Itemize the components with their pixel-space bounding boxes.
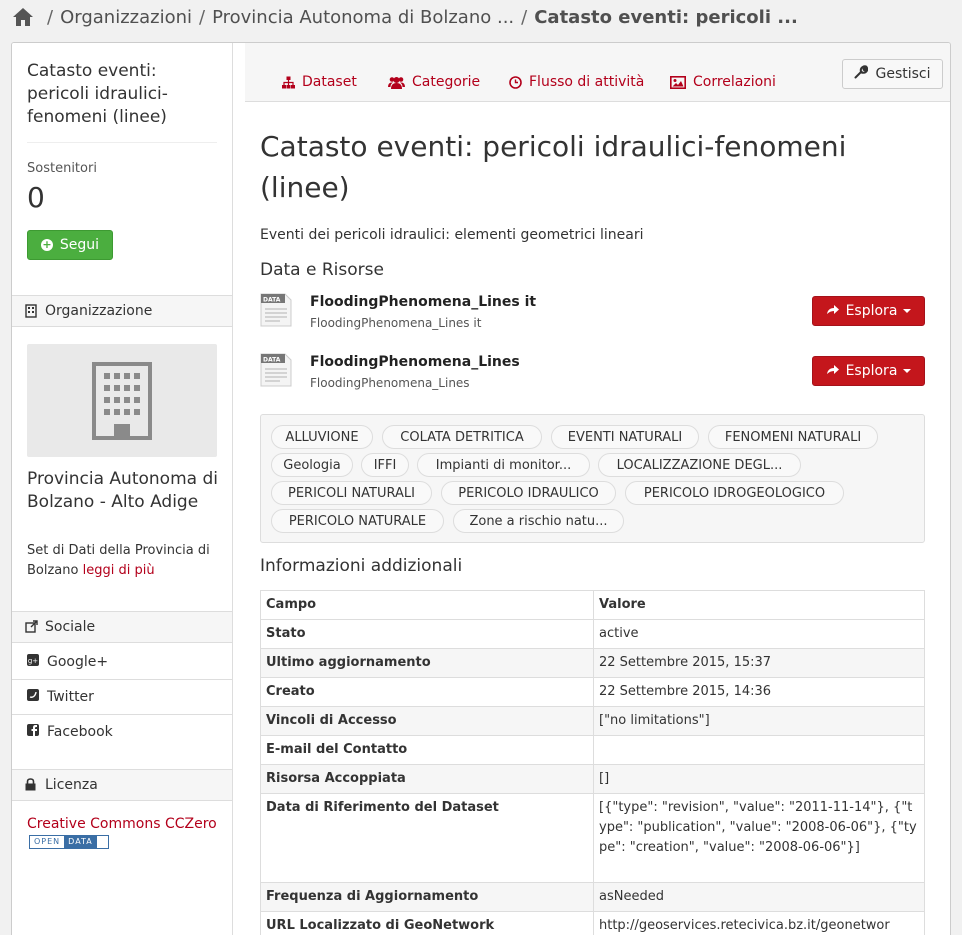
table-row	[261, 620, 925, 649]
tab-categories[interactable]	[388, 74, 480, 90]
tag-item[interactable]: PERICOLO IDROGEOLOGICO	[625, 481, 844, 505]
social-facebook[interactable]	[27, 715, 227, 749]
section-license	[12, 769, 232, 801]
table-cell-key: Vincoli di Accesso	[261, 707, 594, 736]
resource-description: FloodingPhenomena_Lines	[310, 376, 470, 390]
google-plus-icon	[27, 654, 39, 670]
table-cell-key: Risorsa Accoppiata	[261, 765, 594, 794]
table-header-value: Valore	[594, 591, 925, 620]
section-organization	[12, 295, 232, 327]
breadcrumb	[12, 4, 952, 30]
home-icon[interactable]	[12, 7, 34, 27]
breadcrumb-organization[interactable]: Provincia Autonoma di Bolzano ...	[212, 6, 515, 28]
organization-description-text: Set di Dati della Provincia di Bolzano	[27, 543, 210, 578]
license	[27, 814, 222, 854]
building-icon	[25, 304, 37, 318]
resource-description: FloodingPhenomena_Lines it	[310, 316, 482, 330]
tag-item[interactable]: COLATA DETRITICA	[382, 425, 542, 449]
tag-item[interactable]: PERICOLI NATURALI	[271, 481, 432, 505]
divider	[27, 142, 217, 143]
table-row	[261, 707, 925, 736]
table-cell-value: [{"type": "revision", "value": "2011-11-14"}, {"type": "publication", "value": "2008-06-06"}, {"type": "creation", "value": "2008-06-06"}]	[594, 794, 925, 883]
table-cell-key: Frequenza di Aggiornamento	[261, 883, 594, 912]
data-file-icon-label: DATA	[263, 356, 281, 364]
table-cell-key: Creato	[261, 678, 594, 707]
main-content	[234, 43, 951, 935]
table-cell-value: 22 Settembre 2015, 15:37	[594, 649, 925, 678]
share-icon	[25, 620, 37, 634]
page-wrapper	[11, 42, 951, 935]
tag-item[interactable]: Impianti di monitor...	[417, 453, 590, 477]
tag-item[interactable]: EVENTI NATURALI	[551, 425, 699, 449]
tab-related-label: Correlazioni	[693, 74, 776, 90]
tag-item[interactable]: FENOMENI NATURALI	[708, 425, 878, 449]
social-google-plus[interactable]	[27, 645, 227, 679]
twitter-icon	[27, 689, 39, 705]
lock-icon	[25, 778, 37, 792]
tab-bar	[245, 43, 951, 102]
explore-button-label: Esplora	[845, 363, 898, 379]
tab-activity-stream-label: Flusso di attività	[529, 74, 645, 90]
explore-button-label: Esplora	[845, 303, 898, 319]
tag-item[interactable]: ALLUVIONE	[271, 425, 373, 449]
data-file-icon	[260, 293, 292, 327]
svg-text:g+: g+	[27, 657, 39, 665]
table-header-key: Campo	[261, 591, 594, 620]
wrench-icon	[854, 65, 868, 83]
resource-item[interactable]	[260, 353, 925, 399]
table-row	[261, 765, 925, 794]
table-row	[261, 883, 925, 912]
resource-item[interactable]	[260, 293, 925, 339]
table-cell-value: asNeeded	[594, 883, 925, 912]
caret-down-icon	[903, 369, 911, 373]
dataset-notes: Eventi dei pericoli idraulici: elementi geometrici lineari	[260, 227, 644, 243]
clock-icon	[509, 76, 522, 89]
social-google-plus-label: Google+	[47, 654, 109, 670]
table-row	[261, 678, 925, 707]
organization-description	[27, 541, 222, 581]
table-cell-key: URL Localizzato di GeoNetwork	[261, 912, 594, 935]
tab-activity-stream[interactable]	[509, 74, 644, 90]
plus-circle-icon: +	[42, 238, 52, 251]
breadcrumb-separator: /	[521, 6, 528, 28]
sidebar	[12, 43, 233, 935]
manage-button[interactable]	[842, 59, 943, 89]
resources-heading: Data e Risorse	[260, 260, 384, 280]
table-row	[261, 736, 925, 765]
organization-name[interactable]: Provincia Autonoma di Bolzano - Alto Adige	[27, 469, 218, 512]
tag-item[interactable]: PERICOLO NATURALE	[271, 509, 444, 533]
data-file-icon	[260, 353, 292, 387]
table-cell-value[interactable]: http://geoservices.retecivica.bz.it/geonetwor	[594, 912, 925, 935]
page-title: Catasto eventi: pericoli idraulici-fenomeni (linee)	[260, 130, 847, 204]
table-cell-key: Data di Riferimento del Dataset	[261, 794, 594, 883]
open-data-badge[interactable]	[29, 835, 109, 849]
read-more-link[interactable]: leggi di più	[82, 563, 155, 578]
table-row	[261, 649, 925, 678]
sidebar-dataset-title: Catasto eventi: pericoli idraulici-fenomeni (linee)	[27, 61, 168, 127]
caret-down-icon	[903, 309, 911, 313]
tag-item[interactable]: Zone a rischio natu...	[453, 509, 624, 533]
follow-button[interactable]	[27, 230, 113, 260]
license-link[interactable]: Creative Commons CCZero	[27, 816, 217, 832]
social-twitter-label: Twitter	[47, 689, 94, 705]
table-cell-key: Ultimo aggiornamento	[261, 649, 594, 678]
table-cell-value: active	[594, 620, 925, 649]
tag-item[interactable]: Geologia	[271, 453, 353, 477]
share-arrow-icon	[826, 303, 840, 319]
resource-name[interactable]: FloodingPhenomena_Lines it	[310, 294, 537, 310]
tag-list	[260, 414, 925, 543]
open-data-badge-data: DATA	[64, 836, 97, 848]
table-cell-key: E-mail del Contatto	[261, 736, 594, 765]
tab-dataset-label: Dataset	[302, 74, 357, 90]
resource-name[interactable]: FloodingPhenomena_Lines	[310, 354, 520, 370]
explore-button[interactable]	[812, 356, 925, 386]
sitemap-icon	[282, 76, 295, 89]
section-social	[12, 611, 232, 643]
data-file-icon-label: DATA	[263, 296, 281, 304]
table-cell-key: Stato	[261, 620, 594, 649]
breadcrumb-separator: /	[199, 6, 206, 28]
additional-info-table	[260, 590, 925, 935]
table-cell-value	[594, 736, 925, 765]
breadcrumb-dataset[interactable]: Catasto eventi: pericoli ...	[534, 6, 798, 28]
additional-info-heading: Informazioni addizionali	[260, 556, 463, 576]
followers-label: Sostenitori	[27, 161, 97, 176]
facebook-icon	[27, 724, 39, 740]
organization-image[interactable]	[27, 344, 217, 457]
tab-categories-label: Categorie	[412, 74, 481, 90]
tag-item[interactable]: LOCALIZZAZIONE DEGL...	[598, 453, 801, 477]
followers-count: 0	[27, 181, 45, 214]
explore-button[interactable]	[812, 296, 925, 326]
table-cell-value: []	[594, 765, 925, 794]
social-facebook-label: Facebook	[47, 724, 113, 740]
manage-button-label: Gestisci	[875, 66, 931, 82]
breadcrumb-separator: /	[47, 6, 54, 28]
open-data-badge-open: OPEN	[34, 837, 61, 846]
tag-item[interactable]: IFFI	[361, 453, 409, 477]
tab-dataset[interactable]	[282, 74, 357, 90]
picture-icon	[670, 76, 686, 89]
table-row	[261, 912, 925, 935]
section-organization-label: Organizzazione	[45, 303, 153, 319]
table-header-row	[261, 591, 925, 620]
section-social-label: Sociale	[45, 619, 96, 635]
table-cell-value: ["no limitations"]	[594, 707, 925, 736]
users-icon	[388, 76, 405, 89]
follow-button-label: Segui	[59, 237, 100, 253]
section-license-label: Licenza	[45, 777, 98, 793]
building-icon	[92, 362, 152, 440]
breadcrumb-organizations[interactable]: Organizzazioni	[60, 6, 192, 28]
table-row	[261, 794, 925, 883]
tag-item[interactable]: PERICOLO IDRAULICO	[441, 481, 616, 505]
table-cell-value: 22 Settembre 2015, 14:36	[594, 678, 925, 707]
tab-related[interactable]	[670, 74, 776, 90]
share-arrow-icon	[826, 363, 840, 379]
social-twitter[interactable]	[27, 680, 227, 714]
